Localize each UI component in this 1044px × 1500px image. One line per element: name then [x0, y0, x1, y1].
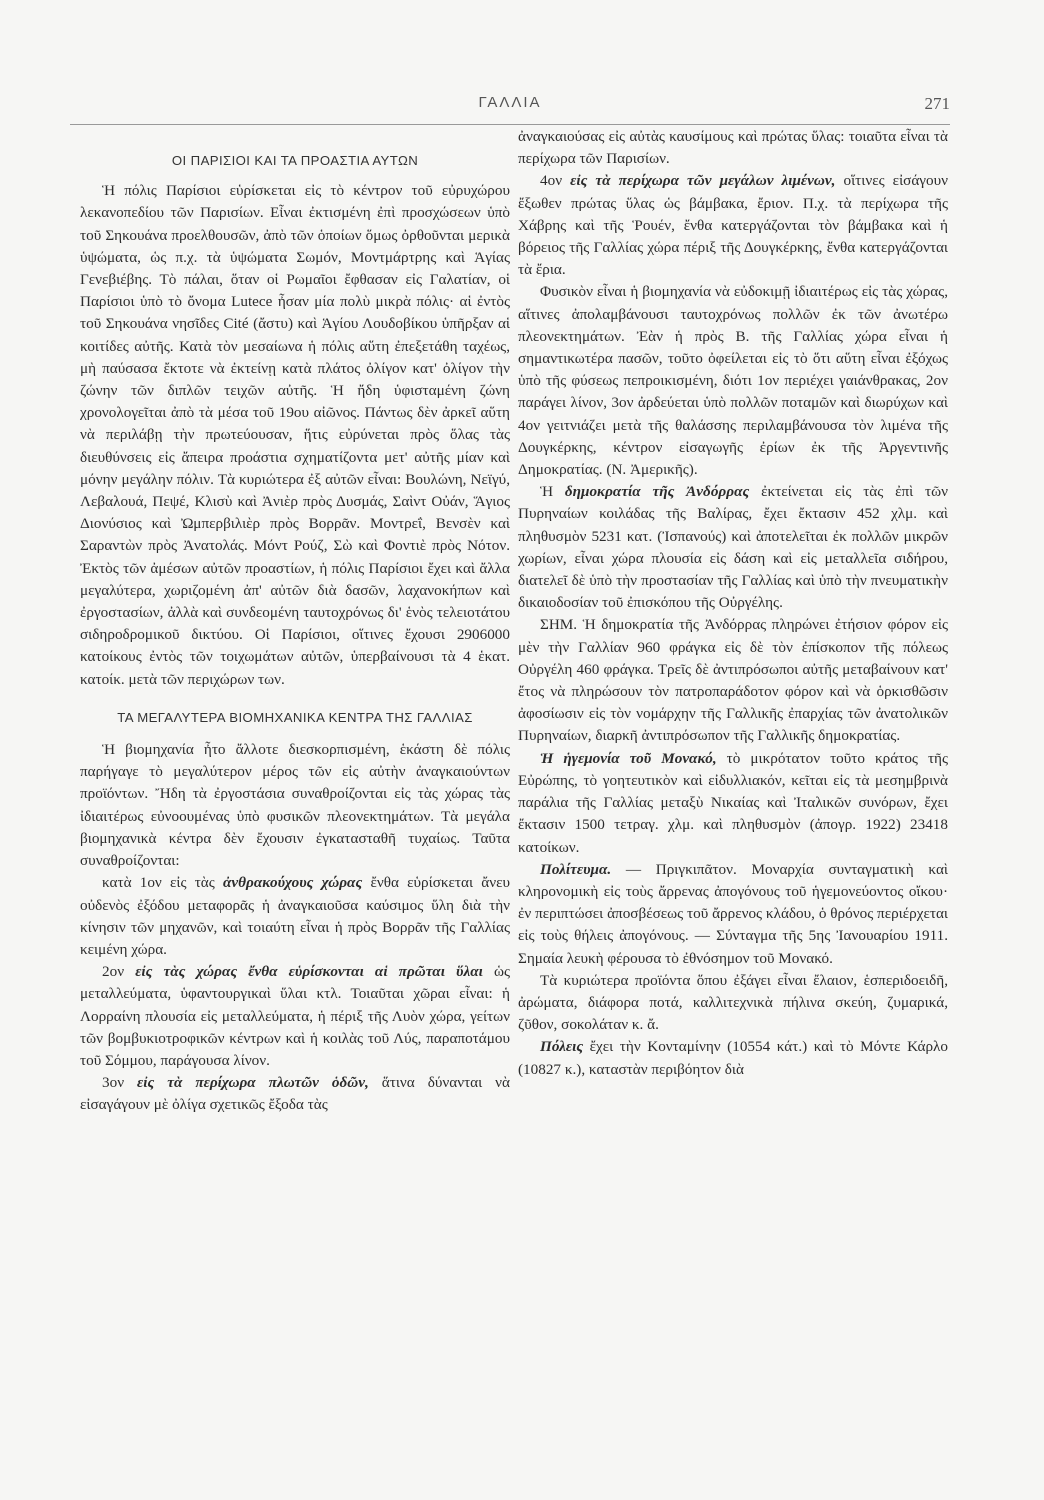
- paragraph-andorra: [518, 481, 948, 614]
- text-body: ὡς μεταλλεύματα, ὑφαντουργικαὶ ὕλαι κτλ. Τοιαῦται χῶραι εἶναι: ἡ Λορραίνη πλουσία εἰς μεταλλεύματα, ἡ πέριξ τῆς Λυὸν χώρα, γείτων τῶν βομβυκιοτροφικῶν κέντρων καὶ ἡ κοιλὰς τοῦ Λύς, παραποτάμου τοῦ Σόμμου, παράγουσα λίνον.: [80, 963, 510, 1069]
- text-body: ἅτινα δύνανται νὰ εἰσαγάγουν μὲ ὀλίγα σχετικῶς ἔξοδα τὰς: [80, 1074, 511, 1114]
- heading-paris: ΟΙ ΠΑΡΙΣΙΟΙ ΚΑΙ ΤΑ ΠΡΟΑΣΤΙΑ ΑΥΤΩΝ: [171, 153, 419, 168]
- text-body: τὸ μικρότατον τοῦτο κράτος τῆς Εὐρώπης, τὸ γοητευτικὸν καὶ εἰδυλλιακόν, κεῖται εἰς τὰ μεσημβρινὰ παράλια τῆς Γαλλίας μεταξὺ Νικαίας καὶ Ἰταλικῶν συνόρων, ἔχει ἔκτασιν 1500 τετραγ. χλμ. καὶ πληθυσμὸν (ἀπογρ. 1922) 23418 κατοίκων.: [518, 749, 949, 856]
- paragraph-monaco-products: Τὰ κυριώτερα προϊόντα ὅπου ἐξάγει εἶναι ἔλαιον, ἑσπεριδοειδῆ, ἀρώματα, διάφορα ποτά, καλλιτεχνικὰ πήλινα σκεύη, ζυμαρικά, ζῦθον, σοκολάταν κ. ἄ.: [518, 971, 948, 1034]
- paragraph-paris: Ἡ πόλις Παρίσιοι εὑρίσκεται εἰς τὸ κέντρον τοῦ εὐρυχώρου λεκανοπεδίου τῶν Παρισίων. Εἶναι ἐκτισμένη ἐπὶ προσχώσεων ὑπὸ τοῦ Σηκουάνα προελθουσῶν, ἀπὸ τῶν ὁποίων ὅμως ὀρθοῦνται μερικὰ ὑψώματα, ὡς π.χ. τὰ ὑψώματα Σωμόν, Μοντμάρτρης καὶ Ἁγίας Γενεβιέβης. Τὸ πάλαι, ὅταν οἱ Ρωμαῖοι ἔφθασαν εἰς Γαλατίαν, οἱ Παρίσιοι ὑπὸ τὸ ὄνομα Lutece ἦσαν μία πολὺ μικρὰ πόλις· αἱ ἐντὸς τοῦ Σηκουάνα νησῖδες Cité (ἄστυ) καὶ Ἁγίου Λουδοβίκου ὑπῆρξαν αἱ κοιτίδες αὐτῆς. Κατὰ τὸν μεσαίωνα ἡ πόλις αὕτη ἐπεξετάθη ταχέως, μὴ παύσασα ἔκτοτε νὰ ἐκτείνῃ κατὰ πλάτος ὀλίγον κατ' ὀλίγον τὴν ζώνην τῶν διπλῶν τειχῶν αὐτῆς. Ἡ ἤδη ὑφισταμένη ζώνη χρονολογεῖται ἀπὸ τὰ μέσα τοῦ 19ου αἰῶνος. Πάντως δὲν ἀρκεῖ αὕτη νὰ περιλάβῃ τὴν πρωτεύουσαν, ἥτις εὐρύνεται πρὸς ὅλας τὰς διευθύνσεις εἰς ἄπειρα προάστια σχηματίζοντα μετ' αὐτῆς μίαν καὶ μόνην μεγάλην πόλιν. Τὰ κυριώτερα ἐξ αὐτῶν εἶναι: Βουλώνη, Νεϊγύ, Λεβαλουά, Πεψέ, Κλισὺ καὶ Ἀνιὲρ πρὸς Δυσμάς, Σαὶντ Οὐάν, Ἅγιος Διονύσιος καὶ Ὠμπερβιλιὲρ πρὸς Βορρᾶν. Μοντρεΐ, Βενσὲν καὶ Σαραντὼν πρὸς Ἀνατολάς. Μόντ Ρούζ, Σὼ καὶ Φοντιὲ πρὸς Νότον. Ἐκτὸς τῶν ἀμέσων αὐτῶν προαστίων, ἡ πόλις Παρίσιοι ἔχει καὶ ἄλλα μεγαλύτερα, χωριζομένη ἀπ' αὐτῶν διὰ δασῶν, λαχανοκήπων καὶ ἐργοστασίων, ἀλλὰ καὶ συνδεομένη ταυτοχρόνως δι' ἑνὸς τελειοτάτου σιδηροδρομικοῦ δικτύου. Οἱ Παρίσιοι, οἵτινες ἔχουσι 2906000 κατοίκους ἐντὸς τῶν τοιχωμάτων αὐτῶν, ὑπερβαίνουσι τὰ 4 ἑκατ. κατοίκ. μετὰ τῶν περιχώρων των.: [80, 182, 510, 688]
- paragraph-raw-materials: [80, 961, 510, 1072]
- paragraph-waterways: [80, 1072, 510, 1116]
- text-emphasis: εἰς τὰ περίχωρα τῶν μεγάλων λιμένων,: [570, 172, 836, 190]
- text-body: — Πριγκιπᾶτον. Μοναρχία συνταγματικὴ καὶ κληρονομικὴ εἰς τοὺς ἄρρενας ἀπογόνους τοῦ ἡγεμονεύοντος οἴκου· ἐν περιπτώσει ἀποσβέσεως τοῦ ἄρρενος κλάδου, ὁ θρόνος περιέρχεται εἰς τοὺς θήλεις ἀπογόνους. — Σύνταγμα τῆς 5ης Ἰανουαρίου 1911. Σημαία λευκὴ φέρουσα τὸ ἐθνόσημον τοῦ Μονακό.: [518, 860, 948, 967]
- text-emphasis: Πολίτευμα.: [540, 860, 612, 878]
- left-column: [80, 140, 510, 1117]
- text-emphasis: Πόλεις: [540, 1038, 584, 1056]
- text-body: ἔνθα εὑρίσκεται ἄνευ οὐδενὸς ἐξόδου μεταφορᾶς ἡ ἀναγκαιοῦσα καύσιμος ὕλη διὰ τὴν κίνησιν τῶν μηχανῶν, καὶ τοιαύτη εἶναι ἡ πρὸς Βορρᾶν τῆς Γαλλίας κειμένη χώρα.: [80, 874, 510, 958]
- paragraph-north-france: Φυσικὸν εἶναι ἡ βιομηχανία νὰ εὐδοκιμῇ ἰδιαιτέρως εἰς τὰς χώρας, αἵτινες ἀπολαμβάνουσι ταυτοχρόνως πολλῶν ἐκ τῶν ἀνωτέρω πλεονεκτημάτων. Ἐὰν ἡ πρὸς Β. τῆς Γαλλίας χώρα εἶναι ἡ σημαντικωτέρα πασῶν, τοῦτο ὀφείλεται εἰς τὸ ὅτι αὕτη εἶναι ἐξόχως ὑπὸ τῆς φύσεως πεπροικισμένη, διότι 1ον περιέχει γαιάνθρακας, 2ον παράγει λίνον, 3ον ἀρδεύεται ὑπὸ πολλῶν ποταμῶν καὶ διωρύχων καὶ 4ον γειτνιάζει μετὰ τῆς θαλάσσης περιλαμβάνουσα τὸν λιμένα τῆς Δουγκέρκης, κέντρον εἰσαγωγῆς ἐρίων ἐκ τῆς Ἀργεντινῆς Δημοκρατίας. (Ν. Ἀμερικῆς).: [518, 283, 948, 479]
- text-lead: κατὰ 1ον εἰς τὰς: [102, 874, 223, 892]
- text-lead: 3ον: [102, 1074, 138, 1092]
- paragraph-ports: [518, 170, 948, 281]
- header-rule: [70, 124, 950, 125]
- text-emphasis: ἀνθρακούχους χώρας: [223, 874, 363, 892]
- right-column: [518, 126, 948, 1081]
- text-emphasis: εἰς τὰ περίχωρα πλωτῶν ὁδῶν,: [137, 1074, 369, 1092]
- paragraph-monaco-cities: [518, 1036, 948, 1080]
- paragraph-monaco-government: [518, 859, 948, 970]
- text-body: ἔχει τὴν Κονταμίνην (10554 κάτ.) καὶ τὸ Μόντε Κάρλο (10827 κ.), καταστὰν περιβόητον διὰ: [518, 1038, 948, 1078]
- text-body: οἵτινες εἰσάγουν ἔξωθεν πρώτας ὕλας ὡς βάμβακα, ἔριον. Π.χ. τὰ περίχωρα τῆς Χάβρης καὶ τῆς Ῥουέν, ἔνθα κατεργάζονται τὸν βάμβακα καὶ ἡ βόρειος τῆς Γαλλίας χώρα πέριξ τῆς Δουγκέρκης, ἔνθα κατεργάζονται τὰ ἔρια.: [518, 172, 948, 279]
- paragraph-andorra-note: ΣΗΜ. Ἡ δημοκρατία τῆς Ἀνδόρρας πληρώνει ἐτήσιον φόρον εἰς μὲν τὴν Γαλλίαν 960 φράγκα εἰς δὲ τὸν ἐπίσκοπον τῆς πόλεως Οὐργέλη 460 φράγκα. Τρεῖς δὲ ἀντιπρόσωποι αὐτῆς μεταβαίνουν κατ' ἔτος νὰ πληρώσουν τὸν πατροπαράδοτον φόρον καὶ νὰ ὁρκισθῶσιν ἀφοσίωσιν εἰς τὸν νομάρχην τῆς Γαλλικῆς ἐπαρχίας τῶν ἀνατολικῶν Πυρηναίων, διαρκῆ ἀντιπρόσωπον τῆς Γαλλικῆς δημοκρατίας.: [518, 616, 948, 745]
- text-lead: 2ον: [102, 963, 136, 981]
- text-emphasis: δημοκρατία τῆς Ἀνδόρρας: [564, 483, 750, 501]
- paragraph-continuation: ἀναγκαιούσας εἰς αὐτὰς καυσίμους καὶ πρώτας ὕλας: τοιαῦτα εἶναι τὰ περίχωρα τῶν Παρισίων.: [518, 128, 948, 168]
- text-emphasis: εἰς τὰς χώρας ἔνθα εὑρίσκονται αἱ πρῶται ὕλαι: [135, 963, 483, 981]
- paragraph-industry-intro: Ἡ βιομηχανία ἦτο ἄλλοτε διεσκορπισμένη, ἑκάστη δὲ πόλις παρήγαγε τὸ μεγαλύτερον μέρος τῶν εἰς αὐτὴν ἀναγκαιούντων προϊόντων. Ἤδη τὰ ἐργοστάσια συναθροίζονται εἰς τὰς χώρας τὰς ἰδιαιτέρως εὐνοουμένας ὑπὸ φυσικῶν πλεονεκτημάτων. Τὰ μεγάλα βιομηχανικὰ κέντρα δὲν ἔχουσιν ἐγκατασταθῆ τυχαίως. Ταῦτα συναθροίζονται:: [80, 741, 510, 870]
- text-lead: 4ον: [540, 172, 571, 190]
- running-header: [70, 94, 950, 124]
- text-lead: Ἡ: [540, 483, 565, 501]
- paragraph-coal-regions: [80, 872, 510, 961]
- text-body: ἐκτείνεται εἰς τὰς ἐπὶ τῶν Πυρηναίων κοιλάδας τῆς Βαλίρας, ἔχει ἔκτασιν 452 χλμ. καὶ πληθυσμὸν 5231 κατ. (Ἰσπανούς) καὶ ἀποτελεῖται ἐκ πολλῶν μικρῶν χωρίων, εἶναι χώρα πλουσία εἰς δάση καὶ εἰς μεταλλεῖα σιδήρου, διατελεῖ δὲ ὑπὸ τὴν προστασίαν τῆς Γαλλίας καὶ ὑπὸ τὴν πνευματικὴν δικαιοδοσίαν τοῦ ἐπισκόπου τῆς Οὐργέλης.: [518, 483, 949, 612]
- heading-industry: ΤΑ ΜΕΓΑΛΥΤΕΡΑ ΒΙΟΜΗΧΑΝΙΚΑ ΚΕΝΤΡΑ ΤΗΣ ΓΑΛΛΙΑΣ: [117, 709, 473, 725]
- paragraph-monaco: [518, 748, 948, 859]
- text-emphasis: Ἡ ἡγεμονία τοῦ Μονακό,: [540, 749, 717, 767]
- running-title: ΓΑΛΛΙΑ: [478, 94, 542, 111]
- page-number: 271: [924, 94, 950, 113]
